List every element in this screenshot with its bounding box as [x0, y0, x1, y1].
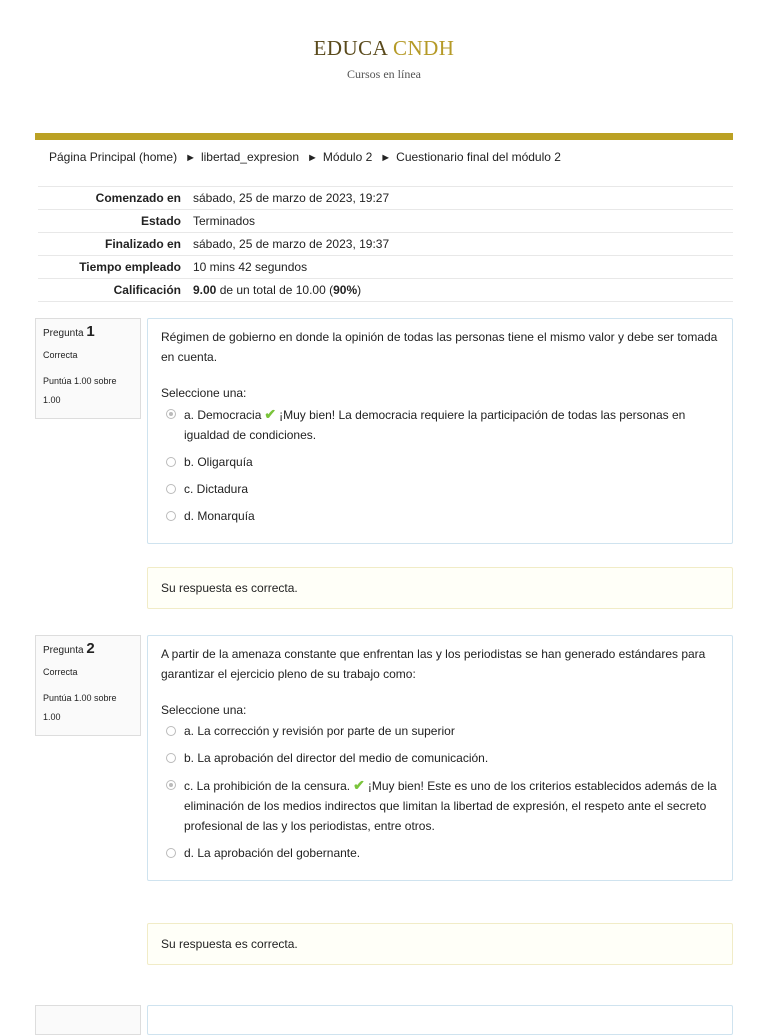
answer-prompt: Seleccione una: [161, 386, 247, 400]
question-number-value: 2 [86, 640, 95, 657]
answer-option[interactable] [166, 404, 719, 445]
answer-text: b. Oligarquía [184, 455, 253, 469]
brand-cndh: CNDH [392, 36, 455, 60]
answer-label [184, 404, 719, 445]
question-state: Correcta [43, 350, 78, 360]
answer-text: c. Dictadura [184, 482, 249, 496]
radio-button[interactable] [166, 511, 176, 521]
question-number [43, 323, 133, 340]
answer-feedback: ¡Muy bien! La democracia requiere la participación de todas las personas en igualdad de condiciones. [184, 408, 686, 442]
site-logo[interactable] [0, 36, 768, 61]
summary-label: Tiempo empleado [79, 260, 181, 274]
question-info [35, 1005, 141, 1035]
radio-button[interactable] [166, 484, 176, 494]
radio-selected[interactable] [166, 780, 176, 790]
answer-text: a. La corrección y revisión por parte de un superior [184, 724, 455, 738]
answer-prompt: Seleccione una: [161, 703, 247, 717]
check-icon: ✔ [264, 406, 277, 422]
radio-button[interactable] [166, 848, 176, 858]
answer-label [184, 775, 719, 836]
summary-row [38, 256, 733, 279]
question-content [147, 635, 733, 881]
question-result [147, 923, 733, 965]
question-result [147, 567, 733, 609]
answer-label [184, 506, 255, 526]
site-header [0, 0, 768, 97]
breadcrumb-home[interactable]: Página Principal (home) [49, 150, 178, 164]
summary-row [38, 233, 733, 256]
breadcrumb-separator-icon: ► [185, 152, 196, 164]
answer-option[interactable] [166, 506, 719, 526]
summary-label: Comenzado en [95, 191, 181, 205]
breadcrumb-course[interactable]: libertad_expresion [200, 150, 300, 164]
answer-text: b. La aprobación del director del medio de comunicación. [184, 751, 489, 765]
radio-button[interactable] [166, 726, 176, 736]
question-text: Régimen de gobierno en donde la opinión de todas las personas tiene el mismo valor y debe ser tomada en cuenta. [161, 330, 718, 364]
summary-value: 10 mins 42 segundos [193, 260, 308, 274]
grade-percent: 90% [333, 283, 358, 297]
radio-button[interactable] [166, 753, 176, 763]
answer-text: d. Monarquía [184, 509, 255, 523]
answer-label [184, 748, 488, 768]
brand-educa: EDUCA [313, 36, 388, 60]
check-icon: ✔ [353, 777, 365, 793]
summary-value: sábado, 25 de marzo de 2023, 19:27 [193, 191, 390, 205]
answer-text: c. La prohibición de la censura. [184, 779, 351, 793]
answer-label [184, 721, 455, 741]
question-info [35, 635, 141, 736]
question-text: A partir de la amenaza constante que enfrentan las y los periodistas se han generado estándares para garantizar el ejercicio pleno de su trabajo como: [161, 647, 706, 681]
question-content [147, 318, 733, 544]
summary-label: Finalizado en [104, 237, 181, 251]
breadcrumb-quiz[interactable]: Cuestionario final del módulo 2 [396, 150, 561, 164]
answer-option[interactable] [166, 721, 719, 741]
breadcrumb-separator-icon: ► [307, 152, 318, 164]
answer-text: d. La aprobación del gobernante. [184, 846, 361, 860]
grade-middle: de un total de 10.00 ( [216, 283, 334, 297]
site-tagline: Cursos en línea [347, 67, 421, 81]
question-number [43, 640, 133, 657]
question-label: Pregunta [43, 645, 84, 656]
answer-option[interactable] [166, 479, 719, 499]
answer-option[interactable] [166, 843, 719, 863]
answer-label [184, 452, 253, 472]
answer-feedback: ¡Muy bien! Este es uno de los criterios establecidos además de la eliminación de los medios indirectos que limitan la libertad de expresión, el respeto ante el secreto profesional de las y los periodistas, entre otros. [184, 779, 717, 833]
breadcrumb-module[interactable]: Módulo 2 [322, 150, 373, 164]
answer-option[interactable] [166, 775, 719, 836]
breadcrumb-separator-icon: ► [380, 152, 392, 164]
result-text: Su respuesta es correcta. [161, 937, 298, 951]
result-text: Su respuesta es correcta. [161, 581, 298, 595]
question-content [147, 1005, 733, 1035]
grade-end: ) [357, 283, 362, 297]
radio-selected[interactable] [166, 409, 176, 419]
attempt-summary-table [38, 186, 733, 302]
answer-label [184, 479, 248, 499]
answer-option[interactable] [166, 748, 719, 768]
question-number-value: 1 [86, 323, 95, 340]
header-divider [35, 133, 733, 140]
summary-row [38, 210, 733, 233]
summary-value: Terminados [193, 214, 256, 228]
radio-button[interactable] [166, 457, 176, 467]
summary-row-grade [38, 279, 733, 302]
question-grade: Puntúa 1.00 sobre 1.00 [43, 376, 117, 405]
grade-value [187, 279, 733, 302]
summary-label: Estado [140, 214, 181, 228]
answer-option[interactable] [166, 452, 719, 472]
question-state: Correcta [43, 667, 78, 677]
summary-row [38, 187, 733, 210]
grade-score: 9.00 [193, 283, 217, 297]
summary-value: sábado, 25 de marzo de 2023, 19:37 [193, 237, 390, 251]
grade-label: Calificación [113, 283, 181, 297]
question-grade: Puntúa 1.00 sobre 1.00 [43, 693, 117, 722]
answer-label [184, 843, 360, 863]
question-info [35, 318, 141, 419]
answer-text: a. Democracia [184, 408, 262, 422]
question-label: Pregunta [43, 328, 84, 339]
breadcrumb [49, 150, 561, 164]
